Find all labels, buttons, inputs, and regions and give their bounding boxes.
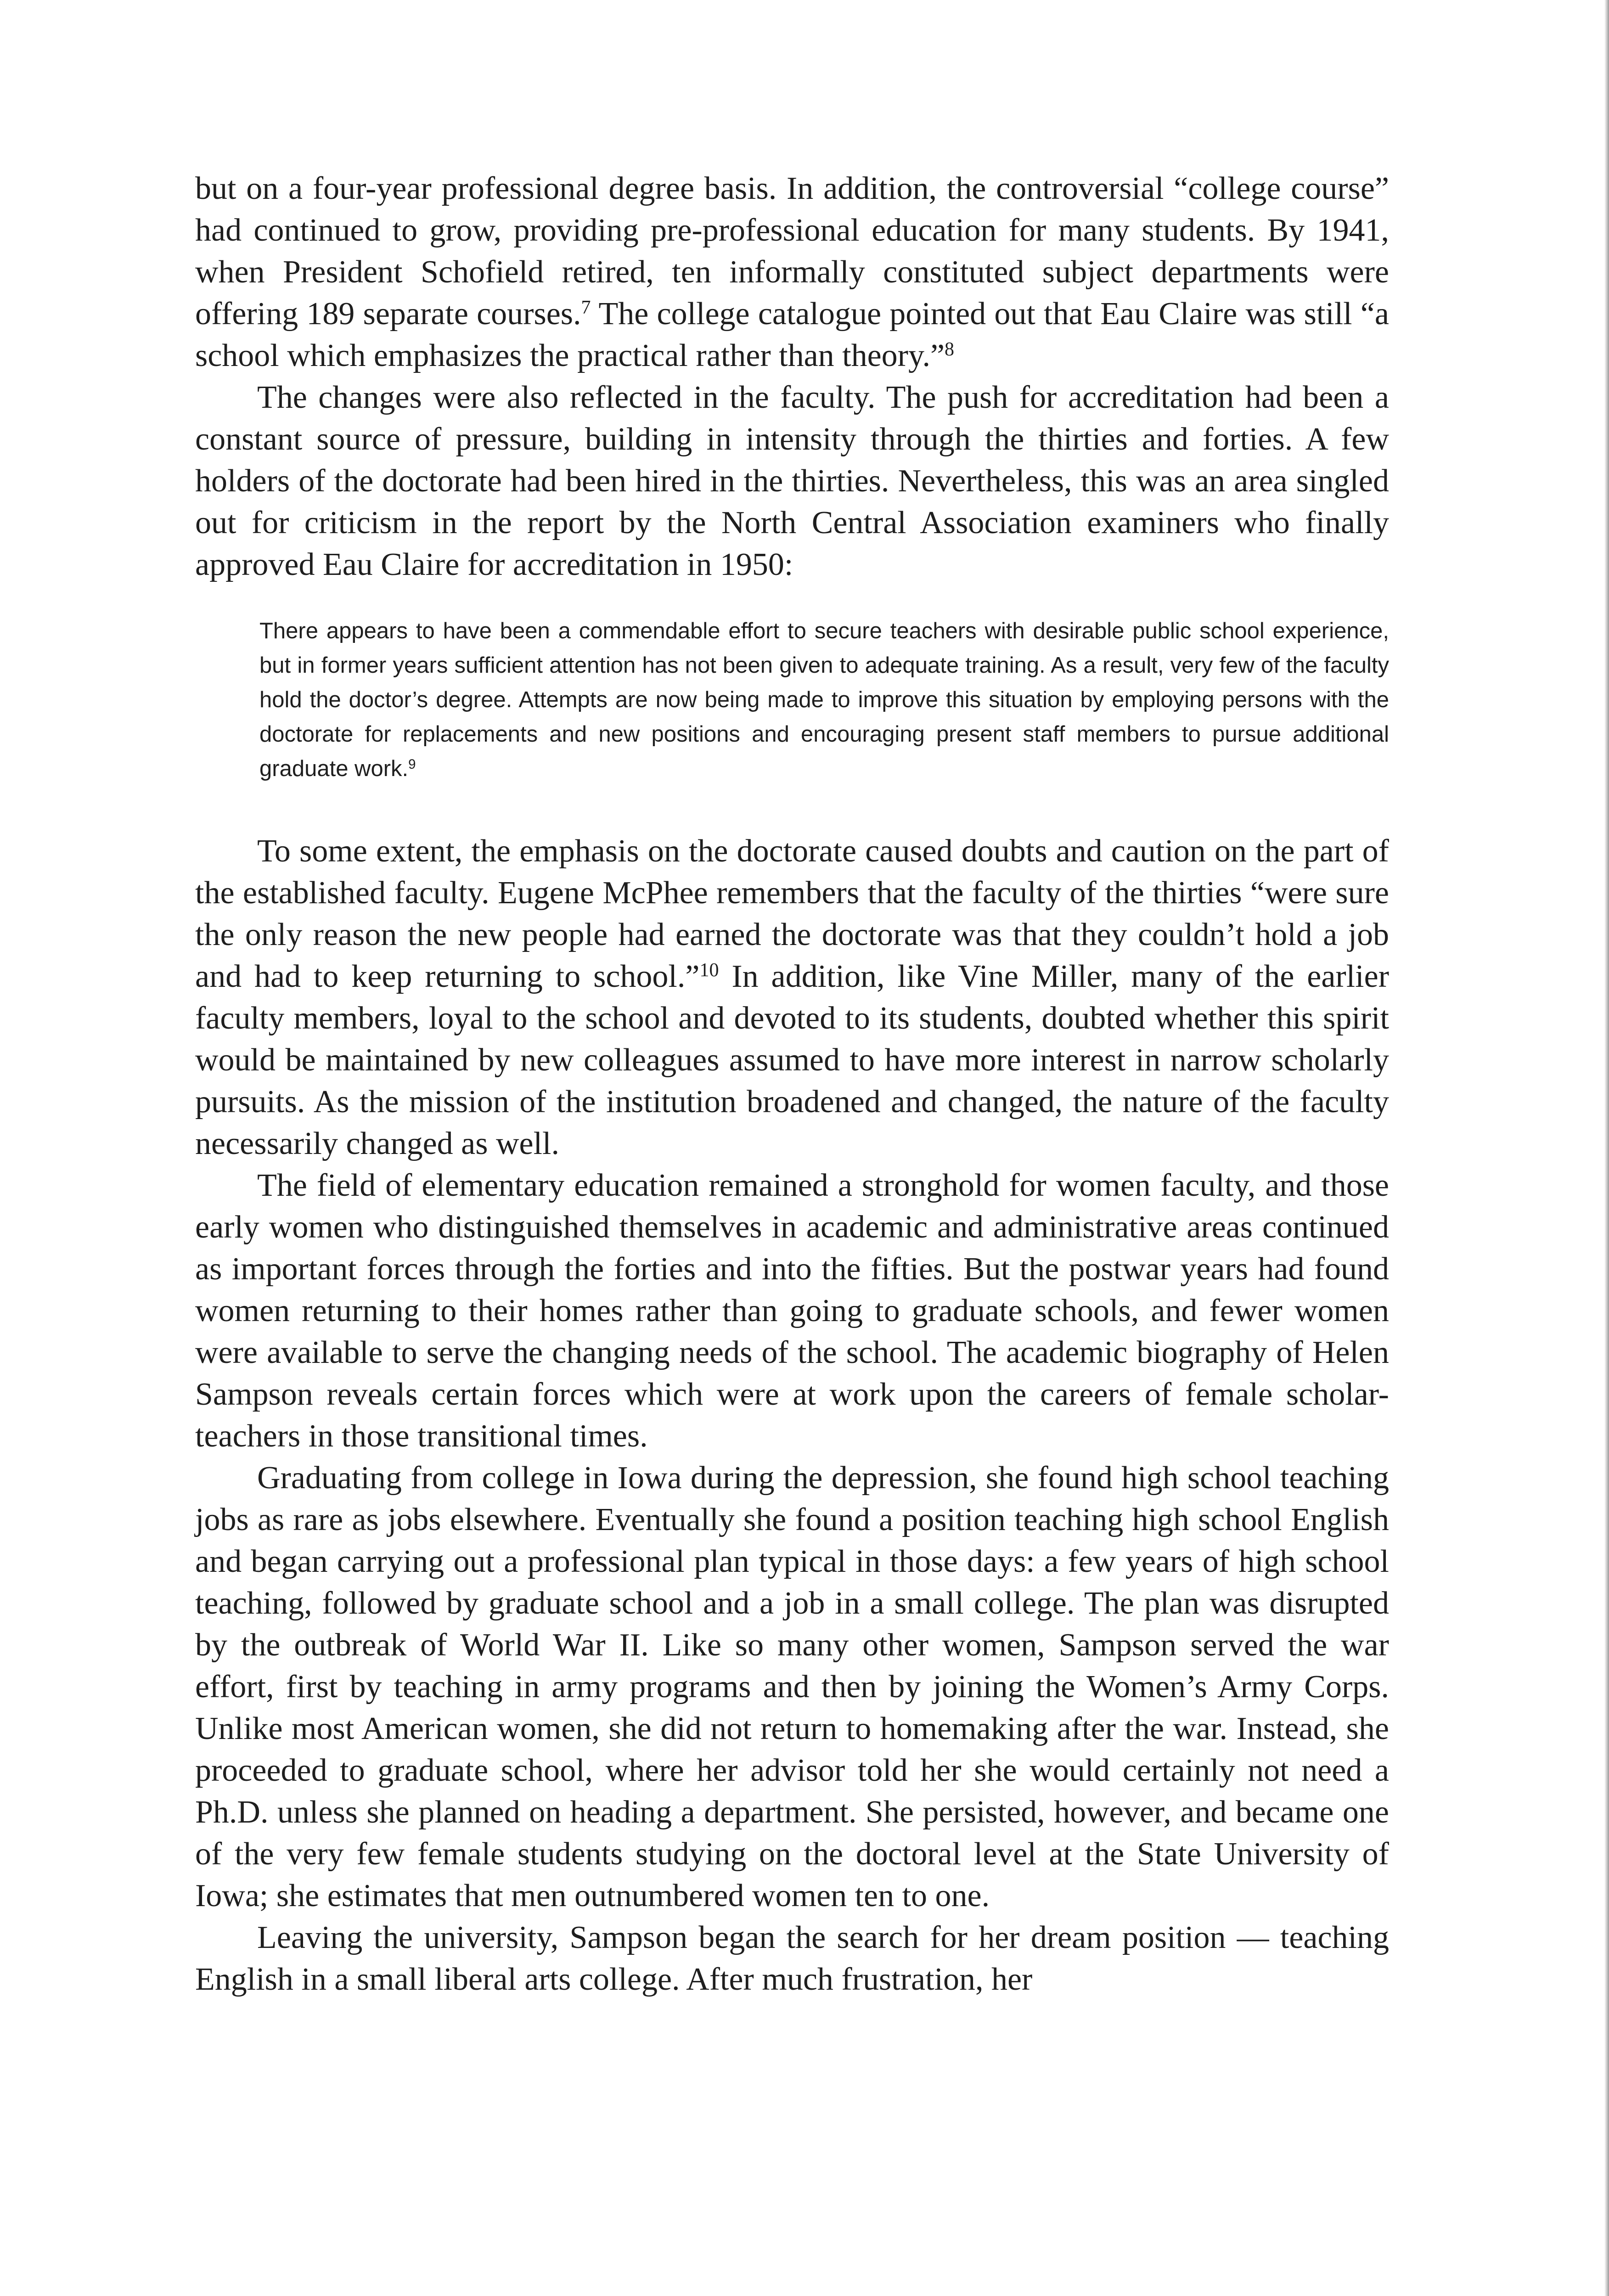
paragraph-3 — [195, 830, 1389, 1165]
page-edge — [1604, 0, 1609, 2296]
paragraph-4 — [195, 1165, 1389, 1457]
footnote-marker: 8 — [945, 338, 955, 360]
paragraph-text: Leaving the university, Sampson began the search for her dream position — teaching English in a small liberal arts college. After much frustration, her — [195, 1920, 1389, 1997]
paragraph-5 — [195, 1457, 1389, 1917]
paragraph-text: In addition, like Vine Miller, many of the earlier faculty members, loyal to the school and devoted to its students, doubted whether this spirit would be maintained by new colleagues assumed to have more interest in narrow scholarly pursuits. As the mission of the institution broadened and changed, the nature of the faculty necessarily changed as well. — [195, 959, 1390, 1161]
paragraph-text: The field of elementary education remained a stronghold for women faculty, and those early women who distinguished themselves in academic and administrative areas continued as important forces through the forties and into the fifties. But the postwar years had found women returning to their homes rather than going to graduate schools, and fewer women were available to serve the changing needs of the school. The academic biography of Helen Sampson reveals certain forces which were at work upon the careers of female scholar-teachers in those transitional times. — [195, 1168, 1389, 1454]
paragraph-text: To some extent, the emphasis on the doctorate caused doubts and caution on the part of the established faculty. Eugene McPhee remembers that the faculty of the thirties “were sure the only reason the new people had earned the doctorate was that they couldn’t hold a job and had to keep returning to school.” — [195, 833, 1389, 994]
paragraph-text: The changes were also reflected in the faculty. The push for accreditation had been a constant source of pressure, building in intensity through the thirties and forties. A few holders of the doctorate had been hired in the thirties. Nevertheless, this was an area singled out for criticism in the report by the North Central Association examiners who finally approved Eau Claire for accreditation in 1950: — [195, 380, 1389, 582]
block-quote — [259, 614, 1389, 786]
paragraph-1 — [195, 168, 1389, 377]
body-text — [195, 168, 1389, 2000]
paragraph-text: but on a four-year professional degree basis. In addition, the controversial “college course” had continued to grow, providing pre-professional education for many students. By 1941, when President Schofield retired, ten informally constituted subject departments were offering 189 separate courses. — [195, 171, 1389, 332]
quote-text: There appears to have been a commendable effort to secure teachers with desirable public school experience, but in former years sufficient attention has not been given to adequate training. As a result, very few of the faculty hold the doctor’s degree. Attempts are now being made to improve this situation by employing persons with the doctorate for replacements and new positions and encouraging present staff members to pursue additional graduate work. — [259, 619, 1389, 781]
paragraph-6 — [195, 1917, 1389, 2000]
paragraph-text: The college catalogue pointed out that Eau Claire was still “a school which emphasizes the practical rather than theory.” — [195, 296, 1389, 373]
paragraph-text: Graduating from college in Iowa during the depression, she found high school teaching jobs as rare as jobs elsewhere. Eventually she found a position teaching high school English and began carrying out a professional plan typical in those days: a few years of high school teaching, followed by graduate school and a job in a small college. The plan was disrupted by the outbreak of World War II. Like so many other women, Sampson served the war effort, first by teaching in army programs and then by joining the Women’s Army Corps. Unlike most American women, she did not return to homemaking after the war. Instead, she proceeded to graduate school, where her advisor told her she would certainly not need a Ph.D. unless she planned on heading a department. She persisted, however, and became one of the very few female students studying on the doctoral level at the State University of Iowa; she estimates that men outnumbered women ten to one. — [195, 1460, 1389, 1913]
footnote-marker: 10 — [699, 959, 719, 981]
footnote-marker: 9 — [408, 756, 416, 772]
footnote-marker: 7 — [581, 297, 591, 318]
paragraph-2 — [195, 377, 1389, 585]
